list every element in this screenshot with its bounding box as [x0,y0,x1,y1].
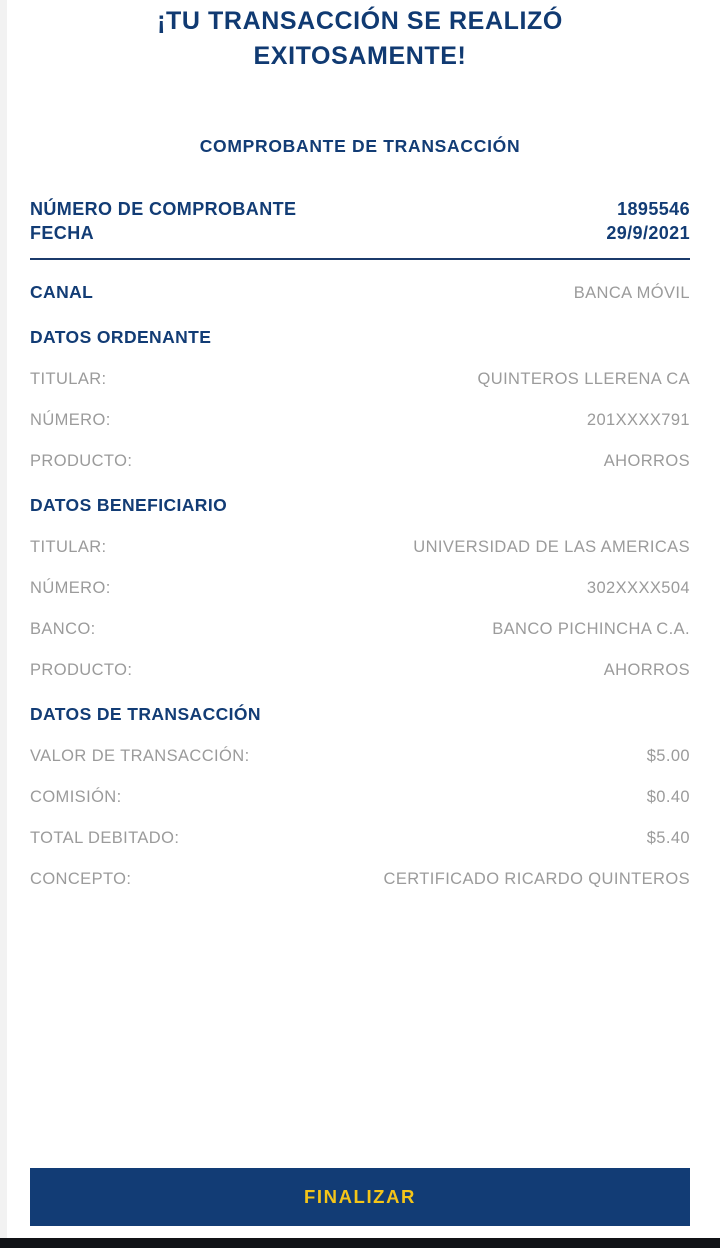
row-value: 302XXXX504 [586,579,690,597]
date-row [30,223,690,244]
table-row [30,870,690,889]
receipt-header-block [30,199,690,244]
row-label: TOTAL DEBITADO: [30,829,180,847]
headline-line-2: EXITOSAMENTE! [253,42,467,70]
row-label: PRODUCTO: [30,661,133,679]
section-ordenante [30,327,690,471]
table-row [30,579,690,598]
table-row [30,747,690,766]
row-value: $0.40 [646,788,690,806]
table-row [30,452,690,471]
row-label: TITULAR: [30,370,107,388]
row-label: PRODUCTO: [30,452,133,470]
table-row [30,411,690,430]
date-value: 29/9/2021 [606,223,690,243]
row-value: $5.00 [646,747,690,765]
system-navigation-bar [0,1238,720,1248]
channel-row [30,282,690,303]
table-row [30,620,690,639]
row-label: BANCO: [30,620,96,638]
finalizar-button[interactable]: FINALIZAR [30,1168,690,1226]
header-divider [30,258,690,260]
row-label: VALOR DE TRANSACCIÓN: [30,747,250,765]
row-value: AHORROS [603,452,690,470]
receipt-subtitle: COMPROBANTE DE TRANSACCIÓN [199,136,521,156]
section-title-ordenante: DATOS ORDENANTE [30,327,212,347]
row-value: 201XXXX791 [586,411,690,429]
voucher-number-value: 1895546 [617,199,690,219]
row-value: AHORROS [603,661,690,679]
page-title [30,0,690,74]
row-label: NÚMERO: [30,411,111,429]
table-row [30,661,690,680]
section-beneficiario [30,495,690,680]
headline-line-1: ¡TU TRANSACCIÓN SE REALIZÓ [157,7,563,35]
layout-spacer [30,889,690,1168]
voucher-number-row [30,199,690,220]
row-label: CONCEPTO: [30,870,132,888]
row-label: TITULAR: [30,538,107,556]
channel-value: BANCA MÓVIL [573,284,690,302]
section-transaccion [30,704,690,889]
table-row [30,829,690,848]
date-label: FECHA [30,223,94,243]
row-value: UNIVERSIDAD DE LAS AMERICAS [413,538,690,556]
row-value: BANCO PICHINCHA C.A. [492,620,690,638]
row-label: COMISIÓN: [30,788,122,806]
table-row [30,538,690,557]
row-value: $5.40 [646,829,690,847]
table-row [30,370,690,389]
section-title-beneficiario: DATOS BENEFICIARIO [30,495,228,515]
row-value: CERTIFICADO RICARDO QUINTEROS [383,870,690,888]
section-title-transaccion: DATOS DE TRANSACCIÓN [30,704,261,724]
row-label: NÚMERO: [30,579,111,597]
left-edge-strip [0,0,7,1240]
voucher-number-label: NÚMERO DE COMPROBANTE [30,199,297,219]
table-row [30,788,690,807]
channel-label: CANAL [30,282,94,302]
row-value: QUINTEROS LLERENA CA [477,370,690,388]
